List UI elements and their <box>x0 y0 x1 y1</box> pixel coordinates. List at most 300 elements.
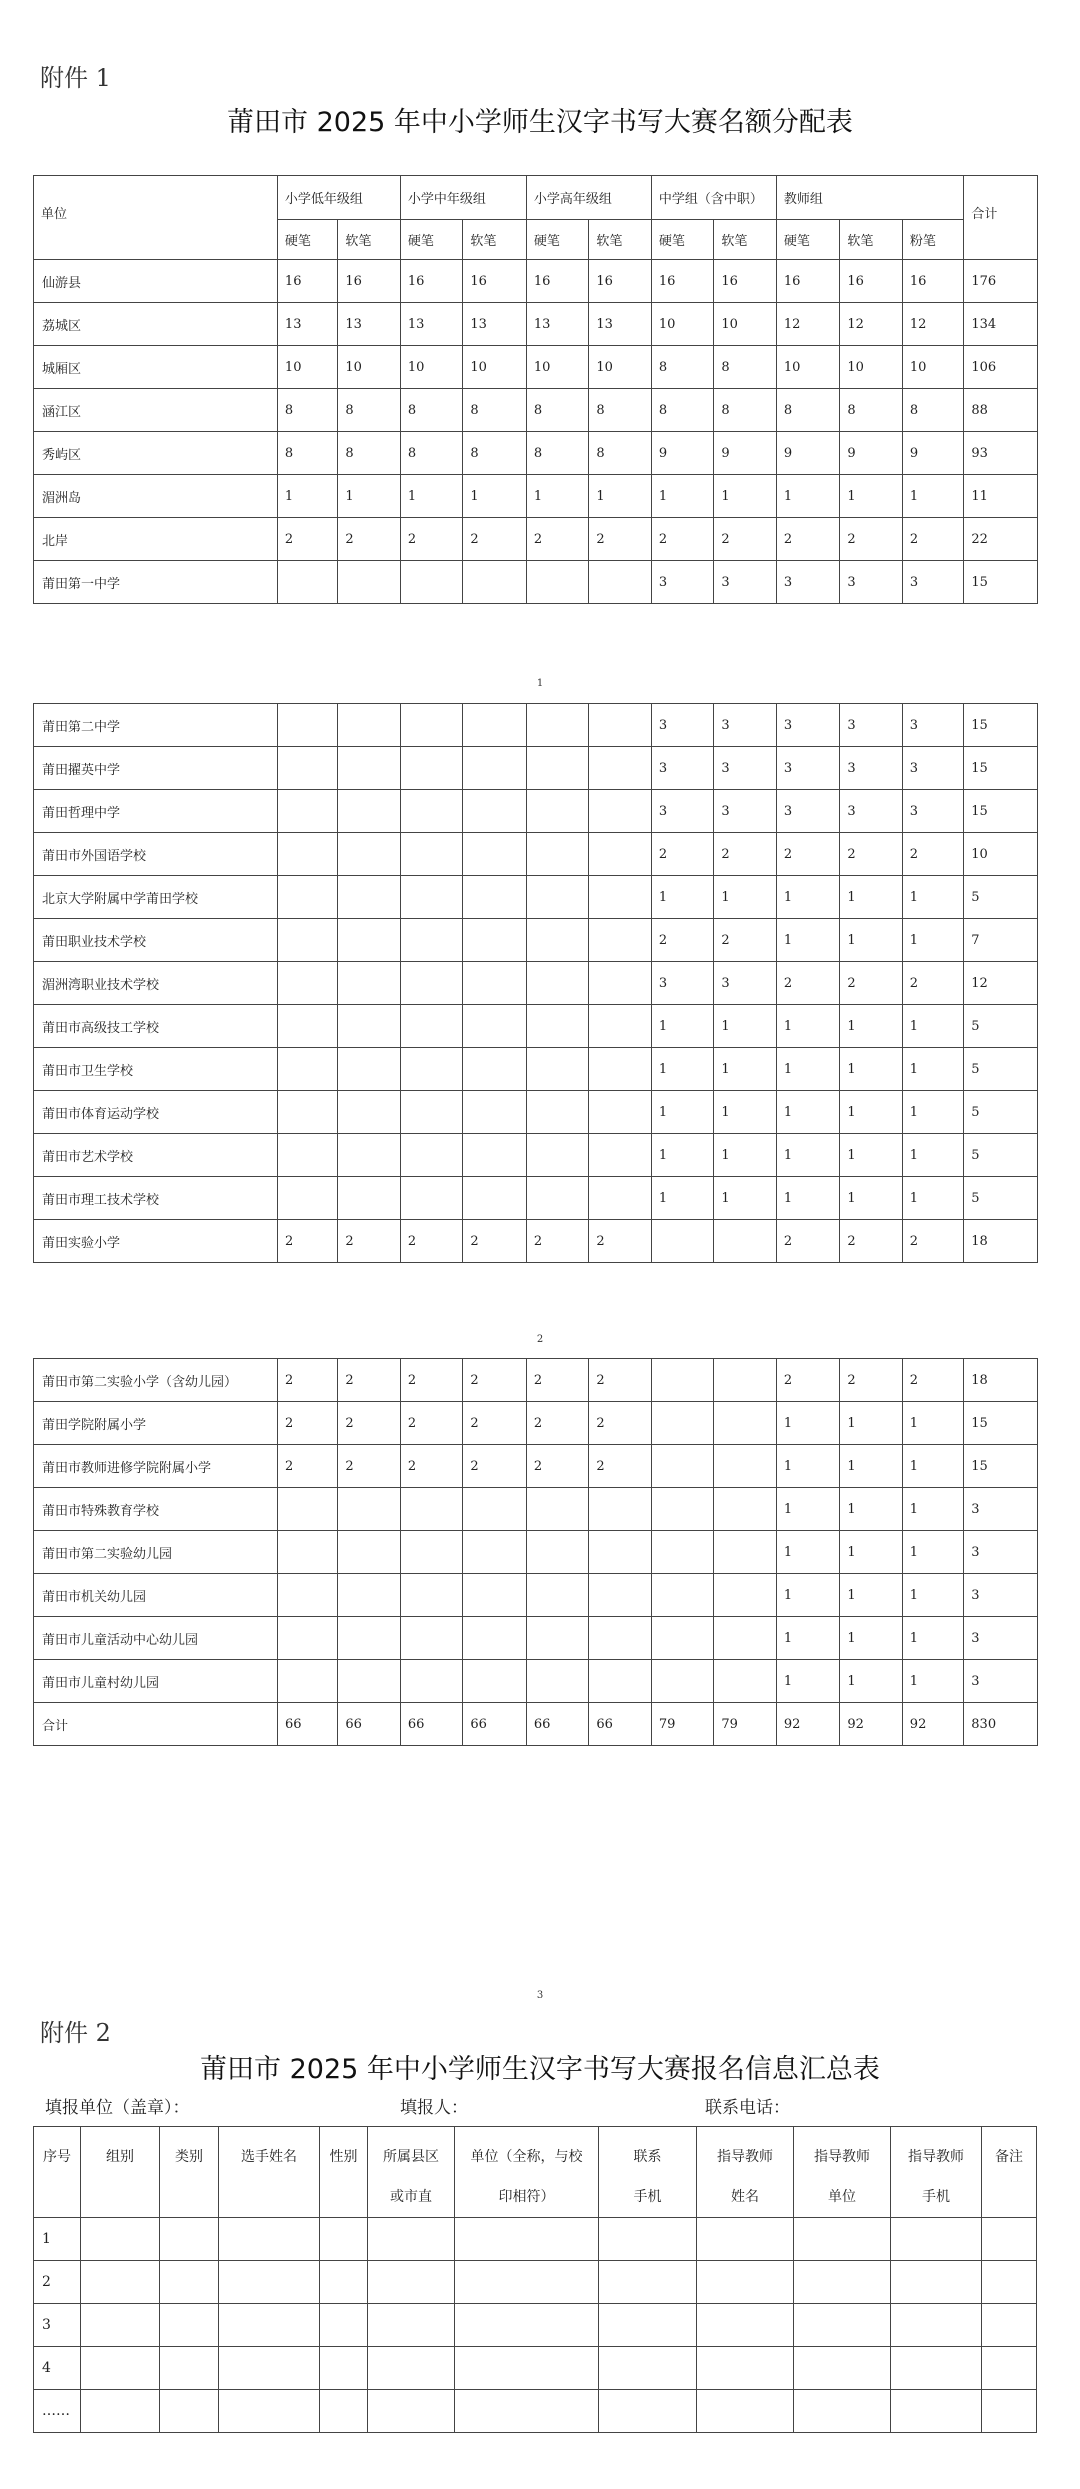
quota-cell <box>714 1359 776 1402</box>
header-line-1: 选手姓名 <box>241 2149 297 2165</box>
row-total: 134 <box>964 303 1038 346</box>
quota-cell <box>526 1531 588 1574</box>
quota-cell: 1 <box>651 475 713 518</box>
quota-cell: 13 <box>589 303 652 346</box>
registration-blank-cell[interactable] <box>891 2261 982 2304</box>
header-line-2: 手机 <box>633 2189 662 2205</box>
quota-cell: 1 <box>714 475 777 518</box>
header-line-1: 性别 <box>329 2149 358 2165</box>
registration-row <box>34 2304 1037 2347</box>
quota-cell: 8 <box>589 389 652 432</box>
quota-cell: 1 <box>840 1091 902 1134</box>
quota-table-title: 莆田市 2025 年中小学师生汉字书写大赛名额分配表 <box>227 107 853 138</box>
quota-cell <box>400 833 462 876</box>
registration-blank-cell[interactable] <box>697 2304 794 2347</box>
quota-cell: 1 <box>651 1177 713 1220</box>
quota-cell: 8 <box>840 389 902 432</box>
registration-blank-cell[interactable] <box>599 2390 697 2433</box>
quota-cell: 10 <box>526 346 588 389</box>
row-total: 3 <box>964 1531 1038 1574</box>
quota-cell: 1 <box>776 1531 840 1574</box>
registration-blank-cell[interactable] <box>599 2261 697 2304</box>
quota-cell <box>463 561 527 604</box>
quota-cell <box>400 561 462 604</box>
table-row <box>34 1005 1038 1048</box>
quota-cell <box>589 1005 651 1048</box>
registration-blank-cell[interactable] <box>891 2304 982 2347</box>
table-row <box>34 1660 1038 1703</box>
row-total: 15 <box>964 1402 1038 1445</box>
quota-cell <box>338 962 400 1005</box>
table-row <box>34 1703 1038 1746</box>
quota-cell: 1 <box>714 1005 776 1048</box>
quota-cell: 1 <box>902 1574 963 1617</box>
quota-cell: 1 <box>526 475 588 518</box>
registration-blank-cell[interactable] <box>160 2261 219 2304</box>
quota-cell <box>400 1617 462 1660</box>
registration-blank-cell[interactable] <box>320 2304 368 2347</box>
quota-cell: 10 <box>338 346 401 389</box>
quota-cell: 1 <box>902 1531 963 1574</box>
quota-cell: 66 <box>526 1703 588 1746</box>
registration-blank-cell[interactable] <box>81 2347 160 2390</box>
row-total: 3 <box>964 1488 1038 1531</box>
quota-cell: 2 <box>526 518 588 561</box>
quota-cell: 16 <box>714 260 777 303</box>
registration-serial: 2 <box>34 2261 81 2304</box>
quota-cell: 2 <box>714 833 776 876</box>
quota-cell <box>338 704 400 747</box>
quota-cell <box>589 1091 651 1134</box>
quota-cell: 12 <box>840 303 902 346</box>
registration-blank-cell[interactable] <box>160 2218 219 2261</box>
quota-cell: 1 <box>776 1048 840 1091</box>
quota-cell <box>338 876 400 919</box>
registration-blank-cell[interactable] <box>368 2347 455 2390</box>
registration-serial: …… <box>34 2390 81 2433</box>
registration-blank-cell[interactable] <box>81 2261 160 2304</box>
header-line-1: 联系 <box>633 2149 662 2165</box>
quota-cell <box>338 1048 400 1091</box>
quota-cell <box>651 1359 713 1402</box>
row-unit-name: 北京大学附属中学莆田学校 <box>34 876 278 919</box>
quota-cell: 2 <box>400 1359 462 1402</box>
registration-blank-cell[interactable] <box>320 2261 368 2304</box>
quota-cell <box>400 1134 462 1177</box>
registration-header-cell <box>697 2127 794 2218</box>
header-group-g1: 小学低年级组 <box>277 176 400 220</box>
quota-cell: 10 <box>902 346 963 389</box>
quota-cell <box>463 1005 527 1048</box>
registration-blank-cell[interactable] <box>368 2218 455 2261</box>
registration-header-cell <box>320 2127 368 2218</box>
quota-cell: 16 <box>338 260 401 303</box>
quota-cell: 2 <box>277 1402 337 1445</box>
table-row <box>34 704 1038 747</box>
header-line-2: 印相符） <box>498 2189 555 2205</box>
quota-cell: 13 <box>526 303 588 346</box>
quota-cell: 8 <box>776 389 840 432</box>
quota-cell <box>338 790 400 833</box>
row-unit-name: 莆田学院附属小学 <box>34 1402 278 1445</box>
quota-cell <box>651 1445 713 1488</box>
quota-cell <box>338 1177 400 1220</box>
quota-cell: 2 <box>589 1445 651 1488</box>
row-unit-name: 湄洲湾职业技术学校 <box>34 962 278 1005</box>
row-total: 15 <box>964 704 1038 747</box>
registration-blank-cell[interactable] <box>794 2218 891 2261</box>
quota-cell: 8 <box>651 346 713 389</box>
quota-cell: 3 <box>776 747 840 790</box>
quota-cell: 10 <box>776 346 840 389</box>
quota-cell: 3 <box>651 704 713 747</box>
registration-blank-cell[interactable] <box>891 2218 982 2261</box>
quota-cell: 1 <box>902 1005 963 1048</box>
quota-cell: 1 <box>651 876 713 919</box>
quota-cell: 2 <box>902 518 963 561</box>
subheader-cell: 软笔 <box>714 220 777 260</box>
registration-blank-cell[interactable] <box>219 2347 320 2390</box>
quota-cell <box>400 1531 462 1574</box>
registration-blank-cell[interactable] <box>794 2261 891 2304</box>
quota-cell: 16 <box>840 260 902 303</box>
quota-cell <box>589 1488 651 1531</box>
quota-cell <box>651 1531 713 1574</box>
quota-cell: 10 <box>463 346 527 389</box>
quota-cell: 79 <box>651 1703 713 1746</box>
quota-cell: 2 <box>589 518 652 561</box>
table-row <box>34 1177 1038 1220</box>
quota-cell: 2 <box>277 518 337 561</box>
registration-blank-cell[interactable] <box>982 2218 1037 2261</box>
quota-cell: 1 <box>776 1091 840 1134</box>
registration-blank-cell[interactable] <box>219 2261 320 2304</box>
quota-cell <box>463 1177 527 1220</box>
quota-cell <box>463 1531 527 1574</box>
row-unit-name: 莆田实验小学 <box>34 1220 278 1263</box>
header-row <box>34 176 1038 220</box>
quota-cell <box>651 1660 713 1703</box>
quota-cell: 2 <box>400 518 462 561</box>
row-unit-name: 湄洲岛 <box>34 475 278 518</box>
table-row <box>34 1048 1038 1091</box>
quota-cell: 8 <box>338 389 401 432</box>
quota-cell: 13 <box>338 303 401 346</box>
registration-blank-cell[interactable] <box>697 2390 794 2433</box>
registration-blank-cell[interactable] <box>160 2390 219 2433</box>
quota-cell: 1 <box>714 1177 776 1220</box>
quota-cell <box>526 1617 588 1660</box>
attachment1-label: 附件 1 <box>40 64 111 92</box>
registration-blank-cell[interactable] <box>697 2347 794 2390</box>
registration-blank-cell[interactable] <box>320 2390 368 2433</box>
quota-table-page2 <box>33 703 1038 1263</box>
row-unit-name: 仙游县 <box>34 260 278 303</box>
registration-blank-cell[interactable] <box>320 2347 368 2390</box>
quota-cell <box>714 1445 776 1488</box>
quota-cell: 9 <box>840 432 902 475</box>
quota-cell: 2 <box>840 518 902 561</box>
quota-cell: 16 <box>277 260 337 303</box>
header-group-g2: 小学中年级组 <box>400 176 526 220</box>
quota-cell: 9 <box>651 432 713 475</box>
quota-table-page1 <box>33 175 1038 604</box>
quota-cell: 1 <box>902 1617 963 1660</box>
quota-cell: 2 <box>776 1359 840 1402</box>
registration-blank-cell[interactable] <box>160 2347 219 2390</box>
quota-cell: 2 <box>651 919 713 962</box>
subheader-cell: 硬笔 <box>526 220 588 260</box>
quota-cell: 2 <box>277 1359 337 1402</box>
quota-cell: 92 <box>840 1703 902 1746</box>
quota-cell: 3 <box>651 747 713 790</box>
registration-blank-cell[interactable] <box>368 2390 455 2433</box>
subheader-cell: 粉笔 <box>902 220 963 260</box>
quota-cell: 8 <box>277 432 337 475</box>
row-unit-name: 莆田市教师进修学院附属小学 <box>34 1445 278 1488</box>
quota-cell: 2 <box>902 962 963 1005</box>
registration-blank-cell[interactable] <box>320 2218 368 2261</box>
row-unit-name: 莆田市儿童活动中心幼儿园 <box>34 1617 278 1660</box>
quota-cell: 3 <box>776 704 840 747</box>
quota-cell <box>526 919 588 962</box>
quota-cell <box>526 1005 588 1048</box>
registration-blank-cell[interactable] <box>160 2304 219 2347</box>
quota-cell <box>589 962 651 1005</box>
quota-cell: 3 <box>714 790 776 833</box>
registration-blank-cell[interactable] <box>794 2304 891 2347</box>
fill-unit-label: 填报单位（盖章）： <box>45 2098 190 2118</box>
table-row <box>34 1574 1038 1617</box>
registration-blank-cell[interactable] <box>794 2390 891 2433</box>
quota-cell <box>589 1134 651 1177</box>
quota-cell: 16 <box>526 260 588 303</box>
quota-cell <box>277 1177 337 1220</box>
quota-cell <box>277 1660 337 1703</box>
header-line-1: 指导教师 <box>814 2149 870 2165</box>
subheader-cell: 软笔 <box>589 220 652 260</box>
registration-blank-cell[interactable] <box>891 2390 982 2433</box>
quota-cell <box>651 1402 713 1445</box>
quota-cell: 3 <box>840 704 902 747</box>
quota-cell: 1 <box>902 1660 963 1703</box>
registration-row <box>34 2390 1037 2433</box>
row-total: 176 <box>964 260 1038 303</box>
quota-cell: 3 <box>651 561 713 604</box>
subheader-cell: 软笔 <box>840 220 902 260</box>
table-row <box>34 1488 1038 1531</box>
quota-cell: 1 <box>840 1574 902 1617</box>
quota-cell: 1 <box>776 919 840 962</box>
header-line-2: 单位 <box>828 2189 856 2205</box>
quota-cell <box>277 1134 337 1177</box>
quota-cell <box>463 747 527 790</box>
table-row <box>34 475 1038 518</box>
quota-cell: 1 <box>714 1091 776 1134</box>
quota-cell <box>400 1660 462 1703</box>
header-unit: 单位 <box>34 176 278 260</box>
quota-cell <box>714 1402 776 1445</box>
quota-cell: 3 <box>651 962 713 1005</box>
row-unit-name: 莆田市特殊教育学校 <box>34 1488 278 1531</box>
quota-cell <box>526 1574 588 1617</box>
quota-cell: 66 <box>277 1703 337 1746</box>
registration-blank-cell[interactable] <box>982 2390 1037 2433</box>
quota-cell: 2 <box>277 1445 337 1488</box>
quota-cell: 10 <box>589 346 652 389</box>
registration-blank-cell[interactable] <box>81 2390 160 2433</box>
quota-cell: 2 <box>776 962 840 1005</box>
quota-cell: 1 <box>902 1177 963 1220</box>
quota-cell: 3 <box>776 561 840 604</box>
quota-cell: 3 <box>840 790 902 833</box>
subheader-cell: 软笔 <box>338 220 401 260</box>
quota-cell <box>589 1531 651 1574</box>
registration-blank-cell[interactable] <box>219 2390 320 2433</box>
registration-blank-cell[interactable] <box>455 2390 599 2433</box>
registration-row <box>34 2347 1037 2390</box>
quota-cell: 2 <box>400 1220 462 1263</box>
quota-cell <box>277 1531 337 1574</box>
registration-blank-cell[interactable] <box>599 2218 697 2261</box>
registration-blank-cell[interactable] <box>982 2347 1037 2390</box>
quota-cell <box>338 747 400 790</box>
quota-cell <box>526 747 588 790</box>
registration-blank-cell[interactable] <box>697 2218 794 2261</box>
quota-cell <box>277 876 337 919</box>
quota-cell <box>338 1091 400 1134</box>
quota-cell <box>277 1091 337 1134</box>
registration-blank-cell[interactable] <box>219 2218 320 2261</box>
row-total: 5 <box>964 1091 1038 1134</box>
registration-blank-cell[interactable] <box>599 2347 697 2390</box>
row-unit-name: 莆田市第二实验幼儿园 <box>34 1531 278 1574</box>
quota-cell <box>463 704 527 747</box>
registration-blank-cell[interactable] <box>455 2304 599 2347</box>
quota-cell: 3 <box>840 561 902 604</box>
quota-cell: 2 <box>714 518 777 561</box>
quota-cell: 16 <box>651 260 713 303</box>
header-total: 合计 <box>964 176 1038 260</box>
registration-serial: 3 <box>34 2304 81 2347</box>
registration-blank-cell[interactable] <box>794 2347 891 2390</box>
quota-cell: 13 <box>400 303 462 346</box>
quota-cell <box>526 561 588 604</box>
quota-cell <box>463 1488 527 1531</box>
row-total: 830 <box>964 1703 1038 1746</box>
row-unit-name: 莆田市艺术学校 <box>34 1134 278 1177</box>
quota-cell <box>277 1574 337 1617</box>
registration-blank-cell[interactable] <box>455 2218 599 2261</box>
row-unit-name: 合计 <box>34 1703 278 1746</box>
row-total: 10 <box>964 833 1038 876</box>
quota-cell <box>463 833 527 876</box>
quota-cell: 3 <box>714 962 776 1005</box>
subheader-cell: 硬笔 <box>400 220 462 260</box>
registration-header-cell <box>81 2127 160 2218</box>
registration-blank-cell[interactable] <box>81 2218 160 2261</box>
quota-cell <box>714 1488 776 1531</box>
quota-cell <box>277 962 337 1005</box>
quota-cell: 8 <box>526 432 588 475</box>
registration-blank-cell[interactable] <box>982 2261 1037 2304</box>
quota-cell <box>589 790 651 833</box>
registration-blank-cell[interactable] <box>982 2304 1037 2347</box>
quota-cell: 2 <box>776 518 840 561</box>
table-row <box>34 303 1038 346</box>
table-row <box>34 432 1038 475</box>
registration-blank-cell[interactable] <box>891 2347 982 2390</box>
quota-cell: 2 <box>338 1445 400 1488</box>
table-row <box>34 876 1038 919</box>
quota-cell <box>338 833 400 876</box>
quota-cell <box>277 790 337 833</box>
registration-blank-cell[interactable] <box>455 2261 599 2304</box>
registration-blank-cell[interactable] <box>81 2304 160 2347</box>
quota-cell: 1 <box>277 475 337 518</box>
quota-cell: 2 <box>463 1402 527 1445</box>
quota-cell: 2 <box>338 1402 400 1445</box>
quota-cell: 3 <box>902 747 963 790</box>
quota-cell: 9 <box>902 432 963 475</box>
quota-cell <box>526 1177 588 1220</box>
quota-table-page3 <box>33 1358 1038 1746</box>
quota-cell <box>526 704 588 747</box>
quota-cell: 2 <box>714 919 776 962</box>
registration-blank-cell[interactable] <box>455 2347 599 2390</box>
registration-header-cell <box>219 2127 320 2218</box>
row-unit-name: 荔城区 <box>34 303 278 346</box>
table-row <box>34 260 1038 303</box>
quota-cell <box>463 1660 527 1703</box>
registration-blank-cell[interactable] <box>697 2261 794 2304</box>
quota-cell <box>338 1574 400 1617</box>
registration-blank-cell[interactable] <box>219 2304 320 2347</box>
quota-cell: 1 <box>840 1048 902 1091</box>
quota-cell <box>526 833 588 876</box>
quota-cell <box>714 1574 776 1617</box>
quota-cell: 10 <box>840 346 902 389</box>
quota-cell <box>526 1091 588 1134</box>
quota-cell: 1 <box>776 1660 840 1703</box>
quota-cell: 1 <box>714 876 776 919</box>
header-line-1: 所属县区 <box>383 2149 439 2165</box>
quota-cell <box>526 1048 588 1091</box>
quota-cell <box>526 790 588 833</box>
row-unit-name: 莆田职业技术学校 <box>34 919 278 962</box>
row-total: 15 <box>964 790 1038 833</box>
registration-blank-cell[interactable] <box>368 2261 455 2304</box>
quota-cell <box>463 962 527 1005</box>
row-unit-name: 莆田第二中学 <box>34 704 278 747</box>
quota-cell: 2 <box>400 1445 462 1488</box>
row-unit-name: 城厢区 <box>34 346 278 389</box>
quota-cell: 8 <box>400 432 462 475</box>
quota-cell <box>526 1488 588 1531</box>
quota-cell: 8 <box>651 389 713 432</box>
row-total: 18 <box>964 1359 1038 1402</box>
registration-blank-cell[interactable] <box>368 2304 455 2347</box>
quota-cell: 2 <box>589 1402 651 1445</box>
quota-cell <box>338 919 400 962</box>
quota-cell <box>400 1048 462 1091</box>
quota-cell: 2 <box>526 1359 588 1402</box>
table-row <box>34 1359 1038 1402</box>
quota-cell: 1 <box>840 1005 902 1048</box>
quota-cell: 3 <box>902 704 963 747</box>
quota-cell: 79 <box>714 1703 776 1746</box>
registration-blank-cell[interactable] <box>599 2304 697 2347</box>
